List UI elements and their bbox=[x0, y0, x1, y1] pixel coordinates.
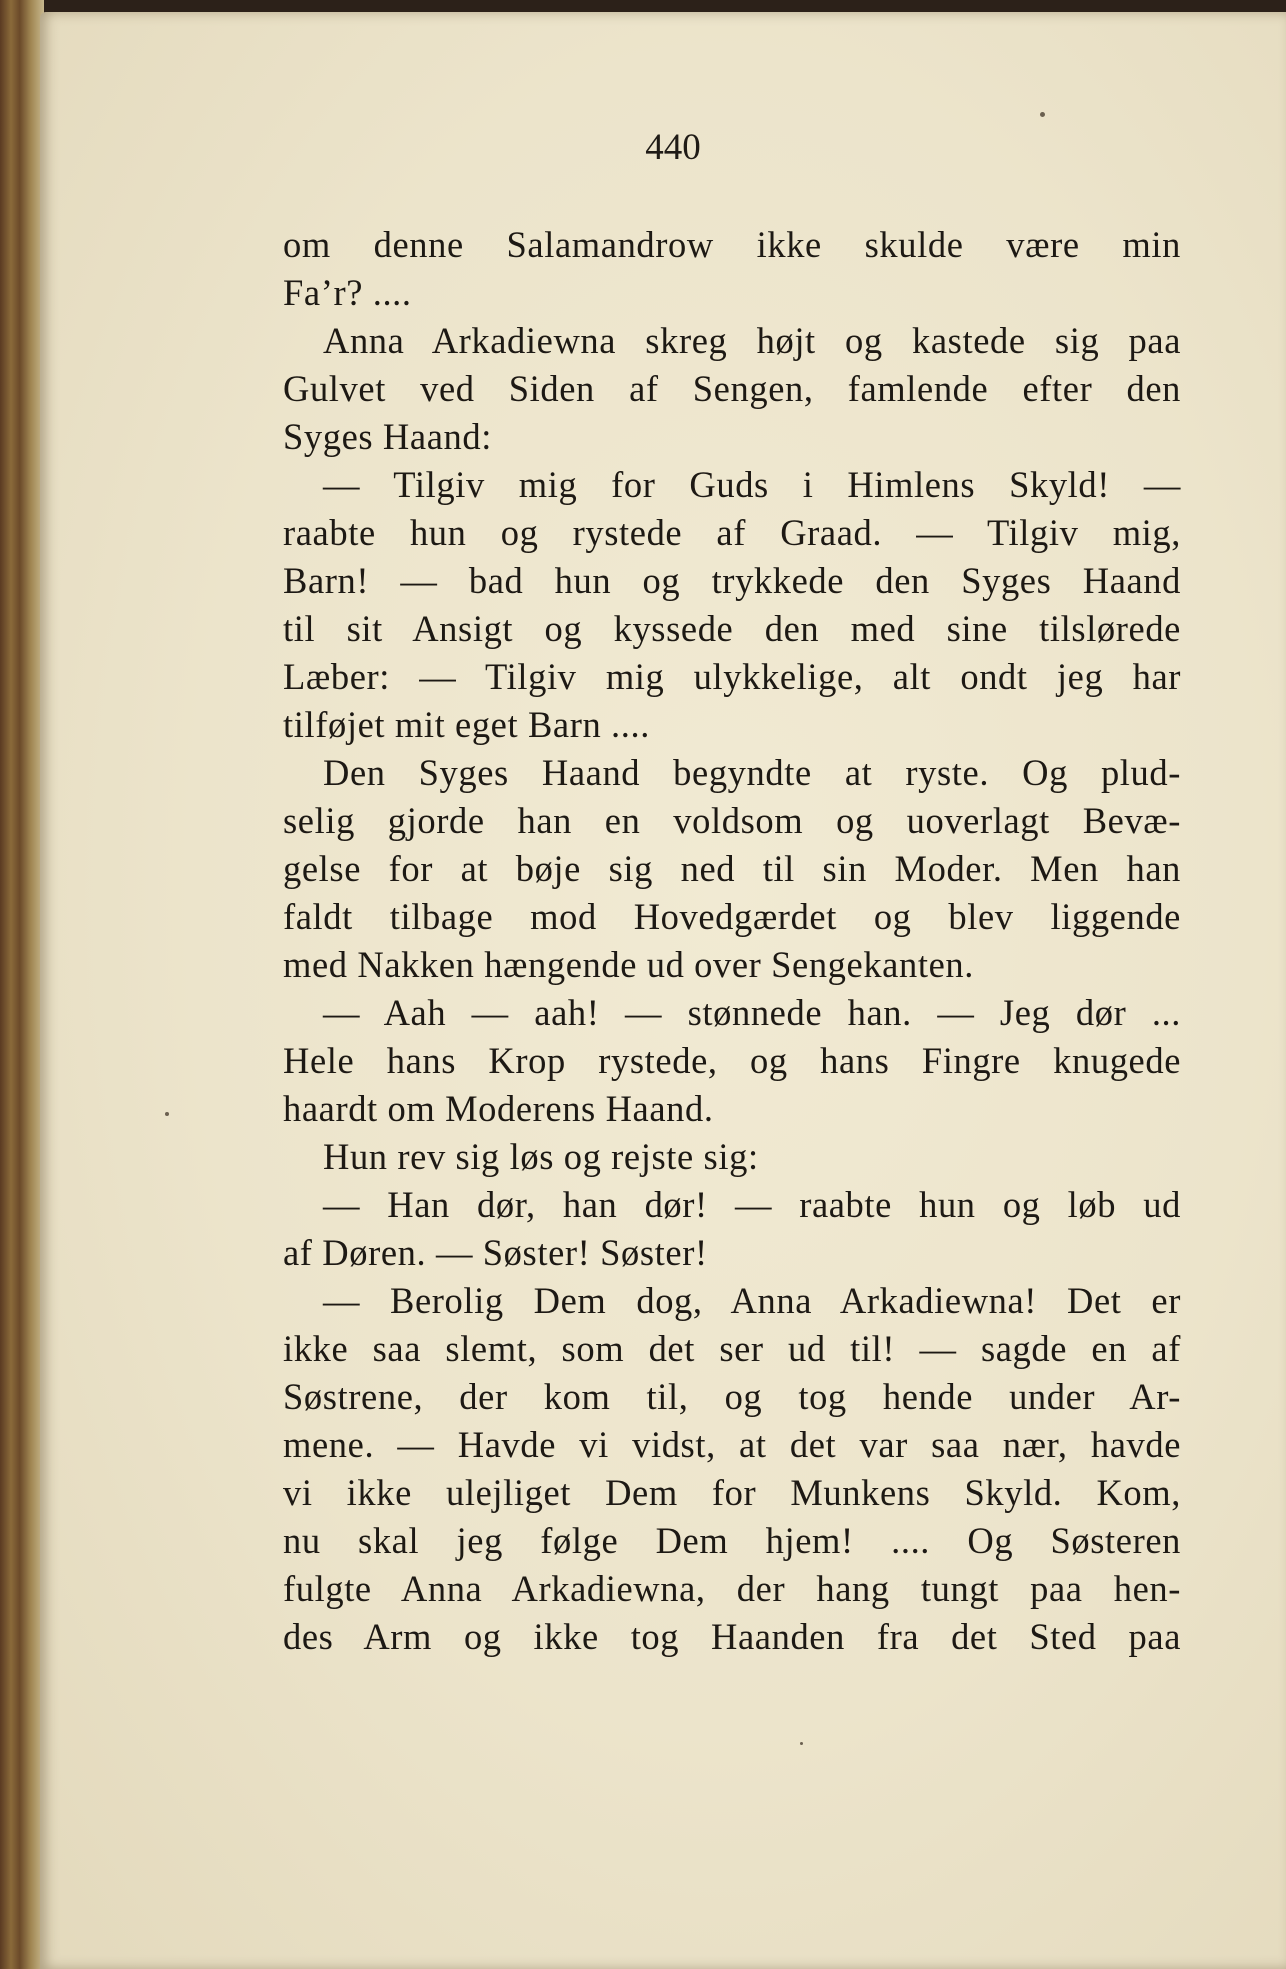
text-line: Gulvet ved Siden af Sengen, famlende efter den bbox=[283, 368, 1181, 409]
text-line: til sit Ansigt og kyssede den med sine tilslørede bbox=[283, 608, 1181, 649]
text-line: nu skal jeg følge Dem hjem! .... Og Søsteren bbox=[283, 1520, 1181, 1561]
text-line: — Tilgiv mig for Guds i Himlens Skyld! — bbox=[323, 464, 1181, 505]
text-line: des Arm og ikke tog Haanden fra det Sted paa bbox=[283, 1616, 1181, 1657]
text-line: Søstrene, der kom til, og tog hende under Ar- bbox=[283, 1376, 1181, 1417]
paper-speck bbox=[165, 1112, 169, 1116]
text-line: — Berolig Dem dog, Anna Arkadiewna! Det er bbox=[323, 1280, 1181, 1321]
text-line: Læber: — Tilgiv mig ulykkelige, alt ondt jeg har bbox=[283, 656, 1181, 697]
paper-speck bbox=[800, 1742, 803, 1745]
text-line: om denne Salamandrow ikke skulde være min bbox=[283, 224, 1181, 265]
text-line: vi ikke ulejliget Dem for Munkens Skyld. Kom, bbox=[283, 1472, 1181, 1513]
text-line: gelse for at bøje sig ned til sin Moder. Men han bbox=[283, 848, 1181, 889]
text-line: med Nakken hængende ud over Sengekanten. bbox=[283, 944, 974, 985]
text-line: haardt om Moderens Haand. bbox=[283, 1088, 714, 1129]
text-line: — Han dør, han dør! — raabte hun og løb ud bbox=[323, 1184, 1181, 1225]
text-line: Barn! — bad hun og trykkede den Syges Haand bbox=[283, 560, 1181, 601]
paper-speck bbox=[1040, 112, 1045, 117]
text-line: ikke saa slemt, som det ser ud til! — sagde en af bbox=[283, 1328, 1181, 1369]
text-line: selig gjorde han en voldsom og uoverlagt Bevæ- bbox=[283, 800, 1181, 841]
text-line: tilføjet mit eget Barn .... bbox=[283, 704, 650, 745]
text-line: — Aah — aah! — stønnede han. — Jeg dør ... bbox=[323, 992, 1181, 1033]
text-line: faldt tilbage mod Hovedgærdet og blev liggende bbox=[283, 896, 1181, 937]
text-line: Anna Arkadiewna skreg højt og kastede sig paa bbox=[323, 320, 1181, 361]
text-line: af Døren. — Søster! Søster! bbox=[283, 1232, 708, 1273]
text-line: raabte hun og rystede af Graad. — Tilgiv mig, bbox=[283, 512, 1181, 553]
text-line: mene. — Havde vi vidst, at det var saa nær, havde bbox=[283, 1424, 1181, 1465]
book-binding-edge bbox=[0, 0, 44, 1969]
text-line: Hele hans Krop rystede, og hans Fingre knugede bbox=[283, 1040, 1181, 1081]
text-line: Den Syges Haand begyndte at ryste. Og plud- bbox=[323, 752, 1181, 793]
page-number: 440 bbox=[645, 127, 701, 168]
text-line: fulgte Anna Arkadiewna, der hang tungt paa hen- bbox=[283, 1568, 1181, 1609]
body-text bbox=[283, 221, 1181, 1661]
text-line: Hun rev sig løs og rejste sig: bbox=[323, 1136, 759, 1177]
text-line: Syges Haand: bbox=[283, 416, 492, 457]
text-line: Fa’r? .... bbox=[283, 272, 412, 313]
